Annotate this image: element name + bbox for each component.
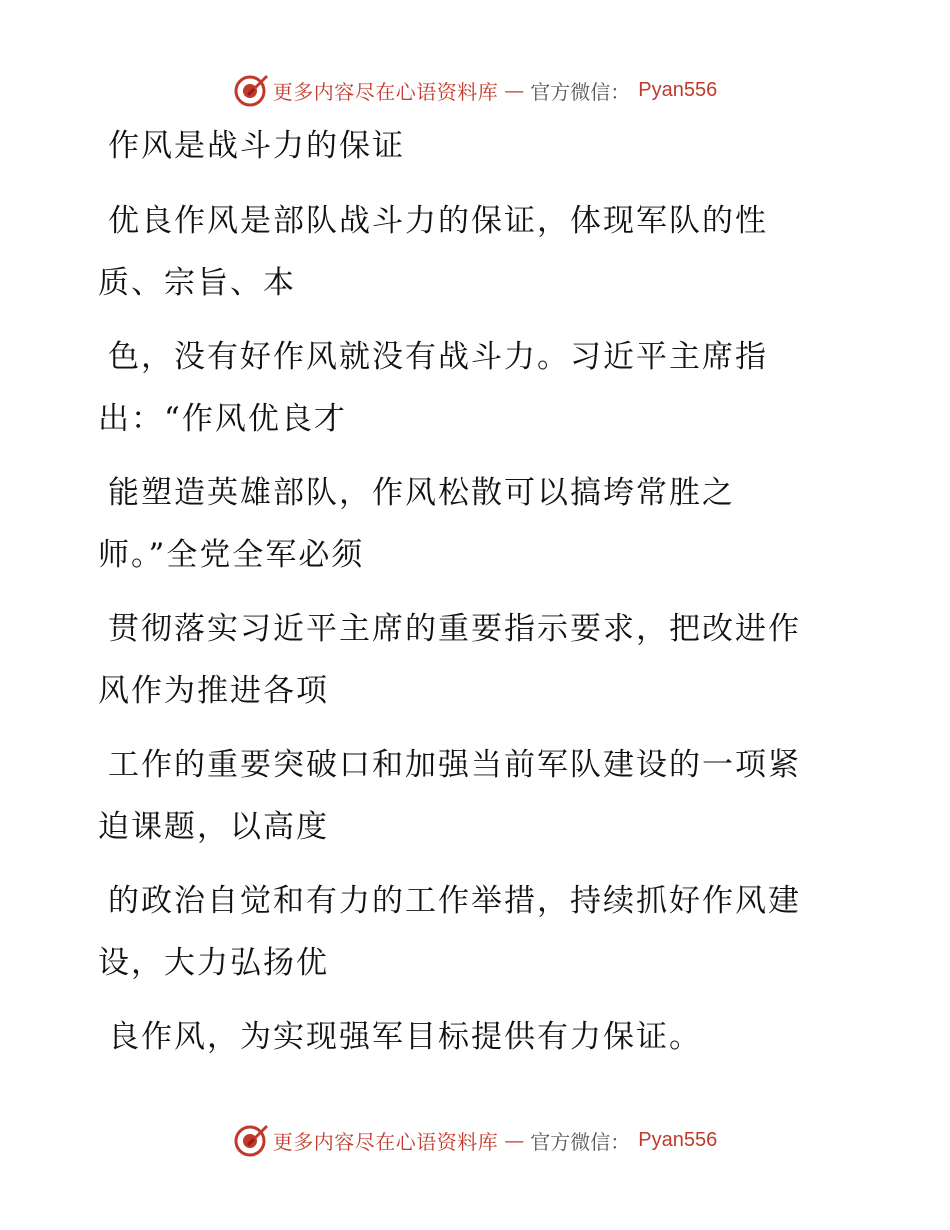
paragraph-line: [98, 326, 858, 450]
banner-wechat-label: 官方微信：: [530, 1129, 631, 1154]
paragraph-line-first: 良作风，为实现强军目标提供有力保证。: [108, 1019, 702, 1055]
paragraph-line-first: 色，没有好作风就没有战斗力。习近平主席指: [108, 339, 768, 375]
pen-logo-icon: [233, 1122, 269, 1158]
paragraph-line-first: 贯彻落实习近平主席的重要指示要求，把改进作: [108, 611, 801, 647]
paragraph-line: [98, 870, 858, 994]
document-title: 作风是战斗力的保证: [108, 128, 405, 164]
paragraph-line: [98, 190, 858, 314]
banner-wechat-label: 官方微信：: [530, 79, 631, 104]
paragraph-line: [98, 598, 858, 722]
banner-site-text: 更多内容尽在心语资料库: [272, 1129, 499, 1154]
paragraph-line-wrap: 设，大力弘扬优: [98, 945, 329, 981]
banner-content: [233, 1122, 717, 1158]
paragraph-line-wrap: 质、宗旨、本: [98, 265, 296, 301]
banner-content: [233, 72, 717, 108]
paragraph-line-first: 工作的重要突破口和加强当前军队建设的一项紧: [108, 747, 801, 783]
banner-separator: —: [504, 1128, 525, 1152]
document-body: [98, 120, 858, 1080]
paragraph-line-first: 优良作风是部队战斗力的保证，体现军队的性: [108, 203, 768, 239]
footer-banner: [0, 1120, 950, 1160]
header-banner: [0, 70, 950, 110]
paragraph-line-wrap: 迫课题，以高度: [98, 809, 329, 845]
pen-logo-icon: [233, 72, 269, 108]
banner-wechat-id: Pyan556: [638, 1128, 718, 1151]
paragraph-line-wrap: 师。”全党全军必须: [98, 537, 365, 573]
paragraph-line: [98, 462, 858, 586]
banner-wechat-id: Pyan556: [638, 78, 718, 101]
banner-site-text: 更多内容尽在心语资料库: [272, 79, 499, 104]
paragraph-line: [98, 734, 858, 858]
paragraph-line: [98, 1006, 858, 1068]
paragraph-line-first: 能塑造英雄部队，作风松散可以搞垮常胜之: [108, 475, 735, 511]
paragraph-line-wrap: 出：“作风优良才: [98, 401, 347, 437]
banner-separator: —: [504, 78, 525, 102]
paragraph-line-wrap: 风作为推进各项: [98, 673, 329, 709]
paragraph-line-first: 的政治自觉和有力的工作举措，持续抓好作风建: [108, 883, 801, 919]
